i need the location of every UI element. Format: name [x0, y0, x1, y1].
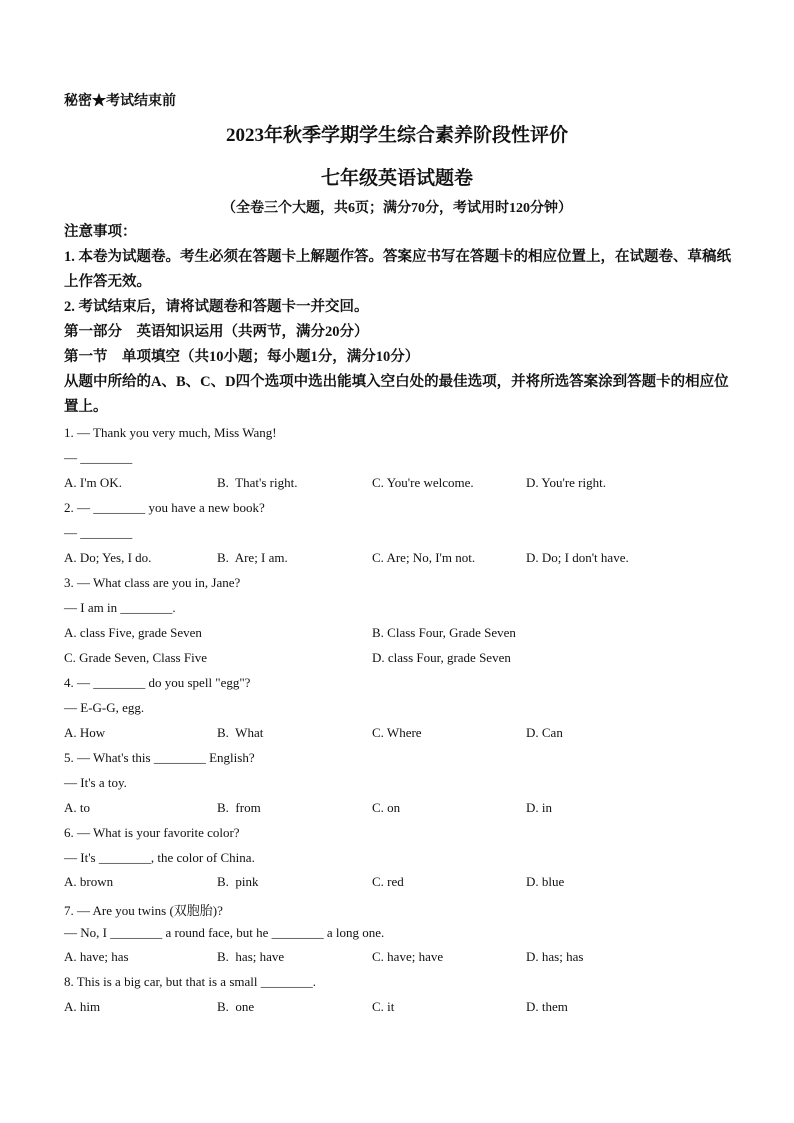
question-5-option-c: C. on — [372, 800, 401, 815]
question-5-answer-line: — It's a toy. — [64, 775, 127, 790]
question-8-option-c: C. it — [372, 999, 395, 1014]
instructions-heading: 注意事项： — [64, 224, 137, 240]
question-8-option-d: D. them — [526, 999, 568, 1014]
question-5-option-d: D. in — [526, 800, 552, 815]
question-1-prompt: 1. — Thank you very much, Miss Wang! — [64, 425, 277, 440]
question-3-option-a: A. class Five, grade Seven — [64, 625, 202, 640]
section-directions: 从题中所给的A、B、C、D四个选项中选出能填入空白处的最佳选项，并将所选答案涂到答题卡的相应位置上。 — [64, 374, 729, 415]
exam-note: （全卷三个大题，共6页；满分70分，考试用时120分钟） — [222, 201, 572, 216]
question-4-prompt: 4. — ________ do you spell "egg"? — [64, 675, 251, 690]
question-6-option-d: D. blue — [526, 874, 565, 889]
question-7-option-b: B. has; have — [217, 949, 285, 964]
question-8-option-b: B. one — [217, 999, 255, 1014]
question-3-prompt: 3. — What class are you in, Jane? — [64, 575, 241, 590]
question-7-option-d: D. has; has — [526, 949, 584, 964]
question-6-prompt: 6. — What is your favorite color? — [64, 825, 240, 840]
question-8-prompt: 8. This is a big car, but that is a small ________. — [64, 974, 316, 989]
question-5-option-b: B. from — [217, 800, 261, 815]
question-1-option-b: B. That's right. — [217, 475, 298, 490]
exam-subtitle: 七年级英语试题卷 — [320, 168, 473, 189]
question-4-answer-line: — E-G-G, egg. — [64, 700, 145, 715]
exam-title: 2023年秋季学期学生综合素养阶段性评价 — [225, 125, 568, 146]
question-1-option-c: C. You're welcome. — [372, 475, 474, 490]
question-2-option-d: D. Do; I don't have. — [526, 550, 629, 565]
question-6-answer-line: — It's ________, the color of China. — [64, 850, 255, 865]
instruction-item-1: 1. 本卷为试题卷。考生必须在答题卡上解题作答。答案应书写在答题卡的相应位置上，在试题卷、草稿纸上作答无效。 — [64, 249, 731, 290]
question-6-option-c: C. red — [372, 874, 404, 889]
question-5-prompt: 5. — What's this ________ English? — [64, 750, 255, 765]
question-6-option-b: B. pink — [217, 874, 259, 889]
question-2-prompt: 2. — ________ you have a new book? — [64, 500, 265, 515]
question-2-option-c: C. Are; No, I'm not. — [372, 550, 476, 565]
question-6-option-a: A. brown — [64, 874, 114, 889]
confidential-label: 秘密★考试结束前 — [64, 94, 176, 109]
question-7-option-c: C. have; have — [372, 949, 444, 964]
section-heading: 第一节 单项填空（共10小题；每小题1分，满分10分） — [64, 349, 420, 365]
question-3-option-c: C. Grade Seven, Class Five — [64, 650, 207, 665]
question-7-prompt: 7. — Are you twins (双胞胎)? — [64, 903, 223, 918]
question-2-option-b: B. Are; I am. — [217, 550, 288, 565]
question-4-option-b: B. What — [217, 725, 264, 740]
question-1-answer-line: — ________ — [64, 450, 133, 465]
question-7-option-a: A. have; has — [64, 949, 129, 964]
question-2-option-a: A. Do; Yes, I do. — [64, 550, 152, 565]
instruction-item-2: 2. 考试结束后，请将试题卷和答题卡一并交回。 — [64, 299, 369, 315]
question-1-option-d: D. You're right. — [526, 475, 606, 490]
question-4-option-d: D. Can — [526, 725, 563, 740]
question-3-option-b: B. Class Four, Grade Seven — [372, 625, 516, 640]
question-4-option-c: C. Where — [372, 725, 422, 740]
question-1-option-a: A. I'm OK. — [64, 475, 122, 490]
question-4-option-a: A. How — [64, 725, 106, 740]
question-5-option-a: A. to — [64, 800, 90, 815]
question-8-option-a: A. him — [64, 999, 101, 1014]
question-3-answer-line: — I am in ________. — [64, 600, 176, 615]
part-heading: 第一部分 英语知识运用（共两节，满分20分） — [64, 324, 369, 340]
question-7-answer-line: — No, I ________ a round face, but he ________ a long one. — [64, 925, 385, 940]
question-2-answer-line: — ________ — [64, 525, 133, 540]
question-3-option-d: D. class Four, grade Seven — [372, 650, 511, 665]
